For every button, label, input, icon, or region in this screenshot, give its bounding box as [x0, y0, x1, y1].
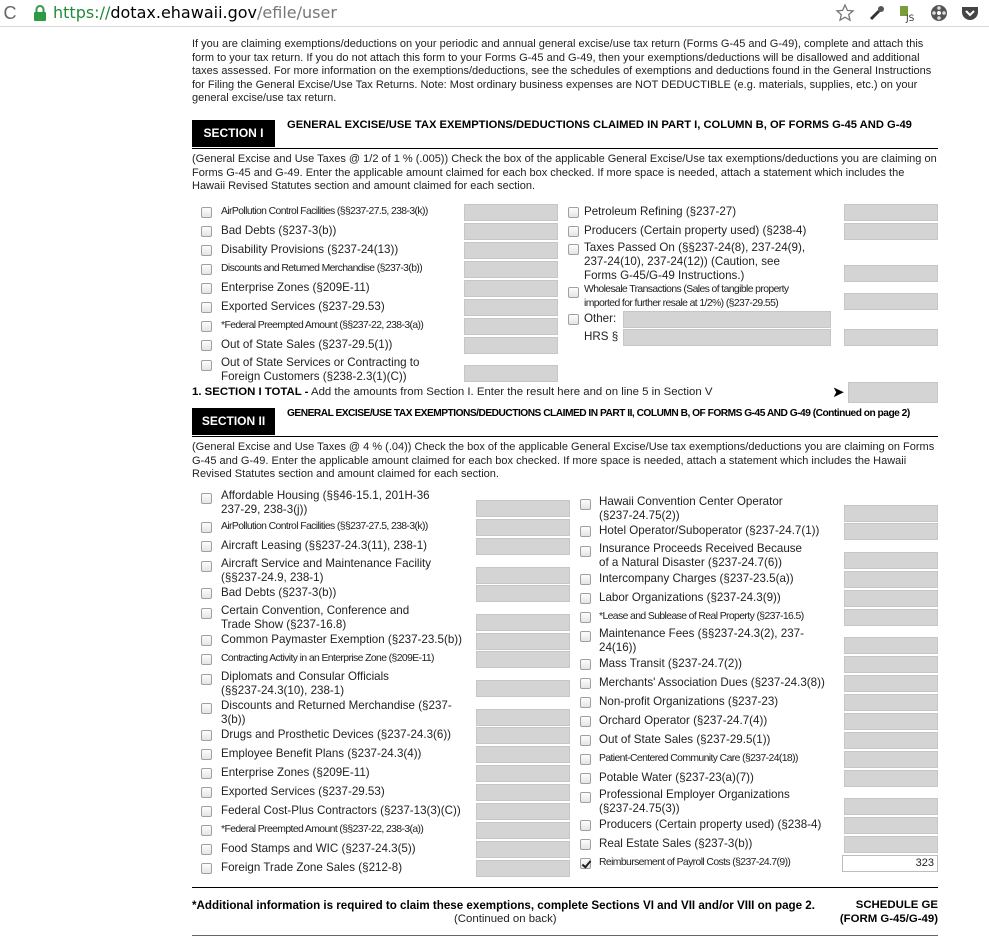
item-label: Aircraft Service and Maintenance Facility: [221, 557, 432, 570]
checkbox[interactable]: [201, 608, 212, 619]
section1-total-field[interactable]: [848, 382, 938, 403]
item-label: Exported Services (§237-29.53): [221, 785, 385, 798]
item-label-line2: (§§237-24.3(10), 238-1): [221, 684, 345, 697]
checkbox[interactable]: [201, 302, 212, 313]
item-label-line2: Foreign Customers (§238-2.3(1)(C)): [221, 370, 407, 383]
item-label-line2: imported for further resale at 1/2%) (§237-29.55): [584, 298, 779, 309]
amount-field[interactable]: [844, 204, 938, 221]
amount-field[interactable]: [844, 265, 938, 282]
item-label: Intercompany Charges (§237-23.5(a)): [599, 572, 794, 585]
item-label: Reimbursement of Payroll Costs (§237-24.7(9)): [599, 857, 791, 868]
amount-field[interactable]: [476, 822, 570, 839]
schedule-line2: (FORM G-45/G-49): [839, 912, 938, 925]
checkbox[interactable]: [201, 674, 212, 685]
checkbox[interactable]: [201, 749, 212, 760]
amount-field[interactable]: [844, 798, 938, 815]
item-label: Bad Debts (§237-3(b)): [221, 586, 337, 599]
amount-field[interactable]: [464, 261, 558, 278]
checkbox[interactable]: [580, 499, 591, 510]
checkbox[interactable]: [580, 792, 591, 803]
amount-field[interactable]: [844, 836, 938, 853]
item-label: Diplomats and Consular Officials: [221, 670, 389, 683]
amount-field[interactable]: [476, 567, 570, 584]
amount-field[interactable]: [844, 505, 938, 522]
item-label: Potable Water (§237-23(a)(7)): [599, 771, 754, 784]
amount-field[interactable]: [476, 709, 570, 726]
amount-field[interactable]: [844, 609, 938, 626]
checkbox[interactable]: [568, 244, 579, 255]
amount-field[interactable]: [844, 656, 938, 673]
section1-header: [192, 119, 938, 149]
js-extension-icon[interactable]: [898, 3, 918, 23]
item-label: Federal Cost-Plus Contractors (§237-13(3)(C)): [221, 804, 461, 817]
other-description-field[interactable]: [623, 311, 831, 328]
amount-field[interactable]: [476, 860, 570, 877]
section2-description: (General Excise and Use Taxes @ 4 % (.04)) Check the box of the applicable General Excise/Use tax exemptions/deductions you are claiming on Forms G-45 and G-49. Enter the applicable amount claimed for each box checked. If more space is needed, attach a statement which includes the Hawaii Revised Statutes section and amount claimed for each section.: [192, 441, 935, 481]
amount-field[interactable]: [476, 538, 570, 555]
eyedropper-icon[interactable]: [867, 3, 887, 23]
item-label: Petroleum Refining (§237-27): [584, 205, 737, 218]
url-path: /efile/user: [257, 3, 337, 22]
checkbox[interactable]: [568, 287, 579, 298]
amount-field[interactable]: [476, 614, 570, 631]
item-label: Hotel Operator/Suboperator (§237-24.7(1)): [599, 524, 820, 537]
item-label: Exported Services (§237-29.53): [221, 300, 385, 313]
item-label: Professional Employer Organizations: [599, 788, 790, 801]
amount-field[interactable]: [844, 732, 938, 749]
checkbox[interactable]: [201, 806, 212, 817]
checkbox[interactable]: [580, 612, 591, 623]
item-label: Food Stamps and WIC (§237-24.3(5)): [221, 842, 416, 855]
amount-field[interactable]: [464, 318, 558, 335]
checkbox[interactable]: [580, 820, 591, 831]
url-scheme: https://: [53, 3, 111, 22]
amount-field[interactable]: [464, 204, 558, 221]
amount-field[interactable]: [464, 242, 558, 259]
section1-title: GENERAL EXCISE/USE TAX EXEMPTIONS/DEDUCTIONS CLAIMED IN PART I, COLUMN B, OF FORMS G-45 AND G-49: [287, 119, 912, 131]
bookmark-star-icon[interactable]: [835, 3, 855, 23]
schedule-label: [840, 899, 938, 926]
item-label: Discounts and Returned Merchandise (§237-3(b)): [221, 263, 423, 274]
checkbox[interactable]: [580, 735, 591, 746]
section2-tag: SECTION II: [192, 408, 275, 435]
checkbox[interactable]: [580, 773, 591, 784]
amount-field[interactable]: [476, 803, 570, 820]
checkbox[interactable]: [201, 226, 212, 237]
checkbox[interactable]: [201, 654, 212, 665]
browser-toolbar: [0, 0, 989, 27]
checkbox[interactable]: [201, 541, 212, 552]
item-label-line2: of a Natural Disaster (§237-24.7(6)): [599, 556, 783, 569]
checkbox[interactable]: [201, 561, 212, 572]
item-label: Producers (Certain property used) (§238-4): [599, 818, 822, 831]
checkbox[interactable]: [580, 839, 591, 850]
section1-total-row: [192, 386, 712, 398]
checkbox[interactable]: [201, 863, 212, 874]
checkbox[interactable]: [580, 697, 591, 708]
item-label: Certain Convention, Conference and: [221, 604, 410, 617]
amount-field[interactable]: [464, 280, 558, 297]
amount-field[interactable]: [844, 329, 938, 346]
amount-field[interactable]: [464, 365, 558, 382]
schedule-line1: SCHEDULE GE: [855, 899, 938, 911]
amount-field[interactable]: [844, 675, 938, 692]
amount-field[interactable]: [476, 500, 570, 517]
amount-field[interactable]: [844, 571, 938, 588]
checkbox[interactable]: [580, 858, 591, 869]
checkbox[interactable]: [568, 226, 579, 237]
item-label: Enterprise Zones (§209E-11): [221, 281, 370, 294]
amount-field[interactable]: [844, 552, 938, 569]
svg-text:JS: JS: [906, 14, 915, 23]
item-label: Merchants' Association Dues (§237-24.3(8)): [599, 676, 825, 689]
item-label: *Lease and Sublease of Real Property (§237-16.5): [599, 611, 804, 622]
item-label-line2: Trade Show (§237-16.8): [221, 618, 347, 631]
item-label: Employee Benefit Plans (§237-24.3(4)): [221, 747, 422, 760]
item-label: Patient-Centered Community Care (§237-24(18)): [599, 753, 798, 764]
section1-tag: SECTION I: [192, 120, 275, 147]
amount-field[interactable]: [476, 633, 570, 650]
item-label: Aircraft Leasing (§§237-24.3(11), 238-1): [221, 539, 428, 552]
amount-field[interactable]: [844, 223, 938, 240]
item-label: Insurance Proceeds Received Because: [599, 542, 803, 555]
checkbox[interactable]: [201, 493, 212, 504]
amount-field[interactable]: [476, 784, 570, 801]
amount-field[interactable]: [844, 523, 938, 540]
page-content: [0, 27, 989, 943]
item-label: Producers (Certain property used) (§238-4): [584, 224, 807, 237]
checkbox[interactable]: [580, 574, 591, 585]
amount-field[interactable]: [476, 841, 570, 858]
item-label: Out of State Services or Contracting to: [221, 356, 420, 369]
checkbox[interactable]: [201, 703, 212, 714]
item-label: Common Paymaster Exemption (§237-23.5(b)): [221, 633, 462, 646]
checkbox[interactable]: [568, 207, 579, 218]
item-label-line2: (§237-24.75(2)): [599, 509, 680, 522]
bottom-divider: [192, 935, 938, 936]
lock-icon: [33, 5, 47, 21]
item-label: AirPollution Control Facilities (§§237-27.5, 238-3(k)): [221, 521, 428, 532]
item-label: Out of State Sales (§237-29.5(1)): [599, 733, 771, 746]
item-label-line2: 237-24(10), 237-24(12)) (Caution, see: [584, 255, 780, 268]
checkbox[interactable]: [580, 546, 591, 557]
checkbox[interactable]: [201, 360, 212, 371]
section1-description: (General Excise and Use Taxes @ 1/2 of 1 % (.005)) Check the box of the applicable General Excise/Use tax exemptions/deductions you are claiming on Forms G-45 and G-49. Enter the applicable amount claimed for each box checked. If more space is needed, attach a statement which includes the Hawaii Revised Statutes section and amount claimed for each section.: [192, 153, 937, 193]
checkbox[interactable]: [201, 588, 212, 599]
amount-field[interactable]: [844, 817, 938, 834]
item-label: Real Estate Sales (§237-3(b)): [599, 837, 753, 850]
amount-field[interactable]: [464, 299, 558, 316]
arrow-right-icon: ➤: [832, 384, 845, 401]
footer-divider: [192, 887, 938, 888]
checkbox[interactable]: [201, 825, 212, 836]
section2-header: [192, 407, 938, 437]
item-label: Non-profit Organizations (§237-23): [599, 695, 779, 708]
amount-field[interactable]: [844, 713, 938, 730]
item-label: Other:: [584, 312, 617, 325]
item-label: Hawaii Convention Center Operator: [599, 495, 783, 508]
item-label: Affordable Housing (§§46-15.1, 201H-36: [221, 489, 430, 502]
pocket-icon[interactable]: [960, 3, 980, 23]
item-label: *Federal Preempted Amount (§§237-22, 238-3(a)): [221, 824, 424, 835]
amount-field[interactable]: [844, 751, 938, 768]
item-label: Maintenance Fees (§§237-24.3(2), 237-: [599, 627, 804, 640]
item-label-line3: Forms G-45/G-49 Instructions.): [584, 269, 745, 282]
item-label-line2: 237-29, 238-3(j)): [221, 503, 308, 516]
url-host: dotax.ehawaii.gov: [110, 3, 258, 22]
checkbox[interactable]: [201, 787, 212, 798]
item-label-line2: (§237-24.75(3)): [599, 802, 680, 815]
amount-field[interactable]: [476, 519, 570, 536]
checkbox[interactable]: [580, 631, 591, 642]
checkbox[interactable]: [201, 245, 212, 256]
item-label: Drugs and Prosthetic Devices (§237-24.3(6)): [221, 728, 452, 741]
reload-icon[interactable]: C: [3, 3, 17, 23]
checkbox[interactable]: [201, 768, 212, 779]
item-label: AirPollution Control Facilities (§§237-27.5, 238-3(k)): [221, 206, 428, 217]
checkbox[interactable]: [580, 526, 591, 537]
item-label: Wholesale Transactions (Sales of tangible property: [584, 284, 789, 295]
item-label: Labor Organizations (§237-24.3(9)): [599, 591, 781, 604]
amount-field[interactable]: [476, 765, 570, 782]
item-label: Bad Debts (§237-3(b)): [221, 224, 337, 237]
item-label: Taxes Passed On (§§237-24(8), 237-24(9),: [584, 241, 806, 254]
amount-field[interactable]: [476, 746, 570, 763]
amount-field[interactable]: [464, 337, 558, 354]
checkbox[interactable]: [201, 264, 212, 275]
item-label: Discounts and Returned Merchandise (§237-: [221, 699, 452, 712]
item-label-line2: 3(b)): [221, 713, 246, 726]
address-bar[interactable]: [53, 3, 337, 23]
checkbox[interactable]: [201, 283, 212, 294]
amount-field[interactable]: [476, 585, 570, 602]
item-label: Enterprise Zones (§209E-11): [221, 766, 370, 779]
section2-title: GENERAL EXCISE/USE TAX EXEMPTIONS/DEDUCTIONS CLAIMED IN PART II, COLUMN B, OF FORMS G-45 AND G-49 (Continued on page 2): [287, 408, 910, 419]
checkbox[interactable]: [201, 635, 212, 646]
checkbox[interactable]: [201, 522, 212, 533]
checkbox[interactable]: [201, 844, 212, 855]
amount-field[interactable]: [476, 727, 570, 744]
item-label-line2: (§§237-24.9, 238-1): [221, 571, 324, 584]
section1-total-text: Add the amounts from Section I. Enter the result here and on line 5 in Section V: [308, 386, 713, 398]
checkbox[interactable]: [201, 340, 212, 351]
item-label: Out of State Sales (§237-29.5(1)): [221, 338, 393, 351]
checkbox[interactable]: [580, 678, 591, 689]
checkbox[interactable]: [580, 659, 591, 670]
amount-field[interactable]: [844, 637, 938, 654]
amount-field[interactable]: [476, 680, 570, 697]
amount-field[interactable]: [844, 590, 938, 607]
checkbox[interactable]: [201, 730, 212, 741]
item-label: *Federal Preempted Amount (§§237-22, 238-3(a)): [221, 320, 424, 331]
amount-field[interactable]: [844, 293, 938, 310]
item-label: Orchard Operator (§237-24.7(4)): [599, 714, 768, 727]
film-reel-icon[interactable]: [929, 3, 949, 23]
item-label: Disability Provisions (§237-24(13)): [221, 243, 399, 256]
amount-field[interactable]: [844, 770, 938, 787]
continued-on-back: (Continued on back): [454, 913, 557, 925]
amount-field[interactable]: [844, 694, 938, 711]
checkbox[interactable]: [580, 593, 591, 604]
item-label-line2: 24(16)): [599, 641, 637, 654]
checkbox[interactable]: [201, 207, 212, 218]
checkbox[interactable]: [568, 314, 579, 325]
checkbox[interactable]: [580, 754, 591, 765]
hrs-label: HRS §: [584, 330, 619, 343]
checkbox[interactable]: [580, 716, 591, 727]
intro-text: If you are claiming exemptions/deductions on your periodic and annual general excise/use tax return (Forms G-45 and G-49), complete and attach this form to your tax return. If you do not attach this form to your Forms G-45 and G-49, then your exemptions/deductions will be disallowed and additional taxes assessed. For more information on the exemptions/deductions, see the schedules of exemptions and deductions found in the General Instructions for Filing the General Excise/Use Tax Returns. Note: Most ordinary business expenses are NOT DEDUCTIBLE (e.g. materials, supplies, etc.) on your general excise/use tax return.: [192, 38, 932, 105]
item-label: Foreign Trade Zone Sales (§212-8): [221, 861, 403, 874]
amount-field[interactable]: 323: [842, 855, 938, 872]
amount-field[interactable]: [464, 223, 558, 240]
section1-total-label: 1. SECTION I TOTAL -: [192, 386, 309, 398]
item-label: Contracting Activity in an Enterprise Zone (§209E-11): [221, 653, 434, 664]
hrs-section-field[interactable]: [623, 329, 831, 346]
checkbox[interactable]: [201, 321, 212, 332]
item-label: Mass Transit (§237-24.7(2)): [599, 657, 743, 670]
amount-field[interactable]: [476, 651, 570, 668]
footer-note: *Additional information is required to claim these exemptions, complete Sections VI and VII and/or VIII on page 2.: [192, 899, 815, 912]
